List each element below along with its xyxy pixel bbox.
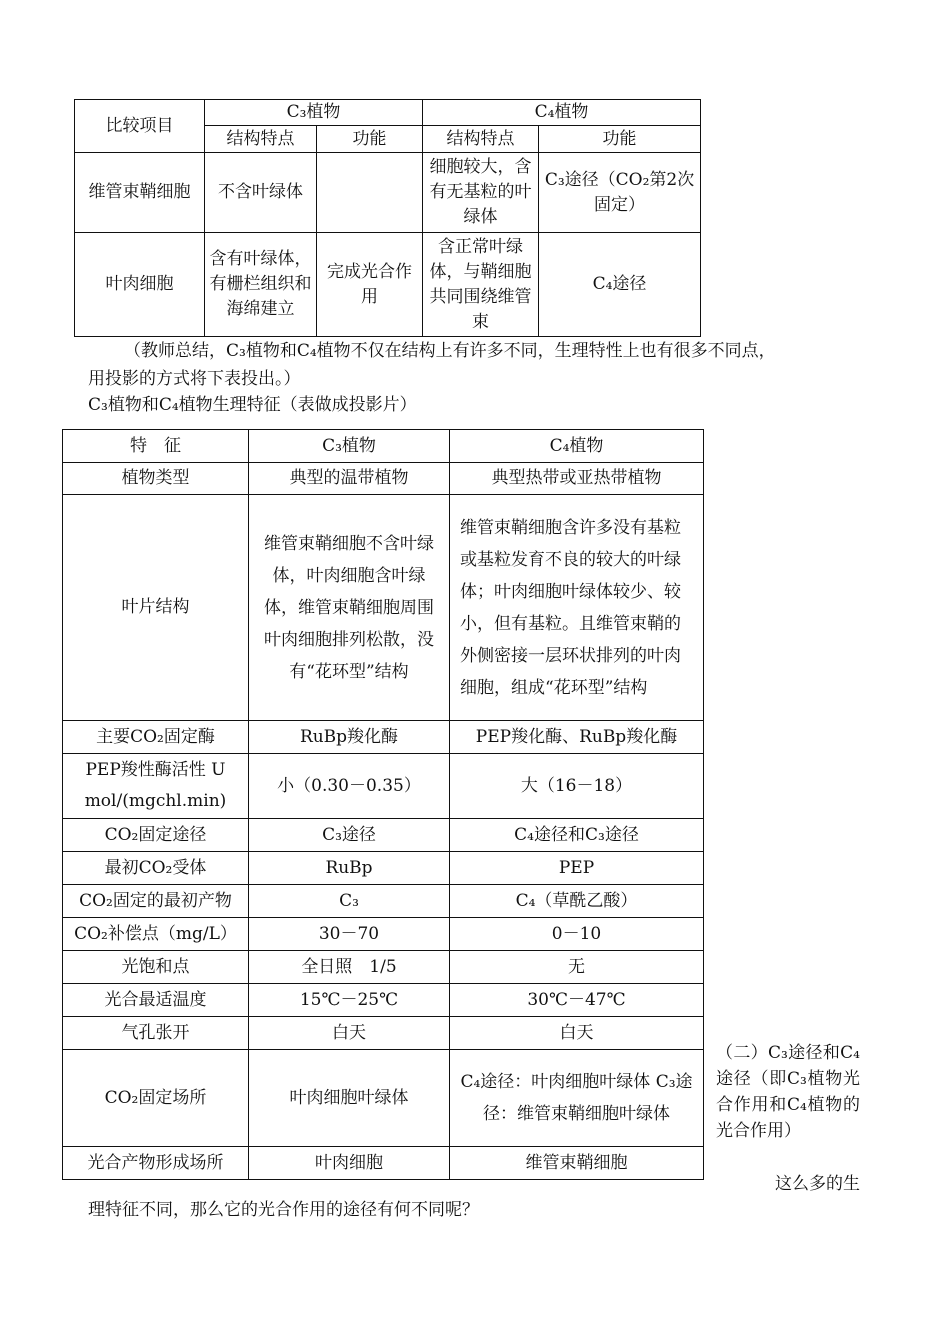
c3-cell: 叶肉细胞 [249,1147,450,1180]
c3-function-cell [317,153,423,233]
header-compare-item: 比较项目 [75,100,205,153]
c4-cell: 0－10 [450,918,704,951]
c3-cell: 全日照 1/5 [249,951,450,984]
header-c4-plant: C₄植物 [450,430,704,463]
row-item: 维管束鞘细胞 [75,153,205,233]
feature-cell: CO₂固定场所 [63,1050,249,1147]
header-c3-plant: C₃植物 [249,430,450,463]
table-row [63,495,704,721]
header-c4-function: 功能 [539,126,701,153]
c3-cell: 小（0.30－0.35） [249,754,450,819]
table-row [63,918,704,951]
table-row [63,852,704,885]
c3-structure-cell: 不含叶绿体 [205,153,317,233]
c4-cell: PEP [450,852,704,885]
c4-cell: 维管束鞘细胞含许多没有基粒或基粒发育不良的较大的叶绿体；叶肉细胞叶绿体较少、较小，但有基粒。且维管束鞘的外侧密接一层环状排列的叶肉细胞，组成“花环型”结构 [450,495,704,721]
c4-cell: 无 [450,951,704,984]
feature-cell: 光饱和点 [63,951,249,984]
table-row [63,984,704,1017]
c3-structure-cell: 含有叶绿体，有栅栏组织和海绵建立 [205,233,317,337]
feature-cell: CO₂补偿点（mg/L） [63,918,249,951]
header-feature: 特 征 [63,430,249,463]
feature-cell: 光合产物形成场所 [63,1147,249,1180]
c3-cell: RuBp [249,852,450,885]
table-row [63,721,704,754]
c3-cell: 白天 [249,1017,450,1050]
c3-c4-physiology-table [62,429,704,1180]
table-row [75,233,701,337]
question-text: 理特征不同，那么它的光合作用的途径有何不同呢？ [88,1200,479,1220]
c4-cell: C₄途径：叶肉细胞叶绿体 C₃途径：维管束鞘细胞叶绿体 [450,1050,704,1147]
feature-cell: 叶片结构 [63,495,249,721]
c4-structure-cell: 细胞较大，含有无基粒的叶绿体 [423,153,539,233]
summary-line-1: （教师总结，C₃植物和C₄植物不仅在结构上有许多不同，生理特性上也有很多不同点， [124,341,776,361]
header-c3-function: 功能 [317,126,423,153]
header-c4-structure: 结构特点 [423,126,539,153]
c4-structure-cell: 含正常叶绿体，与鞘细胞共同围绕维管束 [423,233,539,337]
c4-function-cell: C₃途径（CO₂第2次固定） [539,153,701,233]
feature-cell: 气孔张开 [63,1017,249,1050]
c3-c4-structure-table [74,99,701,337]
header-c4-plant: C₄植物 [423,100,701,126]
c4-cell: 白天 [450,1017,704,1050]
c4-cell: C₄途径和C₃途径 [450,819,704,852]
table-row [63,951,704,984]
header-c3-structure: 结构特点 [205,126,317,153]
table-row [63,819,704,852]
table-header-row [63,430,704,463]
c4-cell: 大（16－18） [450,754,704,819]
c4-function-cell: C₄途径 [539,233,701,337]
table-row [63,1147,704,1180]
table-row [63,885,704,918]
feature-cell: 光合最适温度 [63,984,249,1017]
c3-cell: 30－70 [249,918,450,951]
feature-cell: CO₂固定的最初产物 [63,885,249,918]
table-row [63,754,704,819]
body-text-start: 这么多的生 [775,1174,860,1194]
c3-cell: RuBp羧化酶 [249,721,450,754]
c3-cell: 典型的温带植物 [249,463,450,495]
table-row [63,463,704,495]
c3-cell: 15℃－25℃ [249,984,450,1017]
feature-cell: CO₂固定途径 [63,819,249,852]
table-row [63,1050,704,1147]
c3-function-cell: 完成光合作用 [317,233,423,337]
summary-line-2: 用投影的方式将下表投出。） [88,369,301,389]
feature-cell: 主要CO₂固定酶 [63,721,249,754]
table-row [75,153,701,233]
table-row [63,1017,704,1050]
feature-cell: 最初CO₂受体 [63,852,249,885]
table-caption: C₃植物和C₄植物生理特征（表做成投影片） [88,395,417,415]
c4-cell: PEP羧化酶、RuBp羧化酶 [450,721,704,754]
c3-cell: 维管束鞘细胞不含叶绿体，叶肉细胞含叶绿体，维管束鞘细胞周围叶肉细胞排列松散，没有“花环型”结构 [249,495,450,721]
feature-cell: 植物类型 [63,463,249,495]
header-c3-plant: C₃植物 [205,100,423,126]
section-heading: （二）C₃途径和C₄途径（即C₃植物光合作用和C₄植物的光合作用） [716,1043,860,1141]
row-item: 叶肉细胞 [75,233,205,337]
c4-cell: 30℃－47℃ [450,984,704,1017]
summary-paragraph [88,337,868,393]
c4-cell: C₄（草酰乙酸） [450,885,704,918]
c3-cell: C₃ [249,885,450,918]
c3-cell: 叶肉细胞叶绿体 [249,1050,450,1147]
c4-cell: 典型热带或亚热带植物 [450,463,704,495]
feature-cell: PEP羧性酶活性 U mol/(mgchl.min) [63,754,249,819]
c3-cell: C₃途径 [249,819,450,852]
c4-cell: 维管束鞘细胞 [450,1147,704,1180]
